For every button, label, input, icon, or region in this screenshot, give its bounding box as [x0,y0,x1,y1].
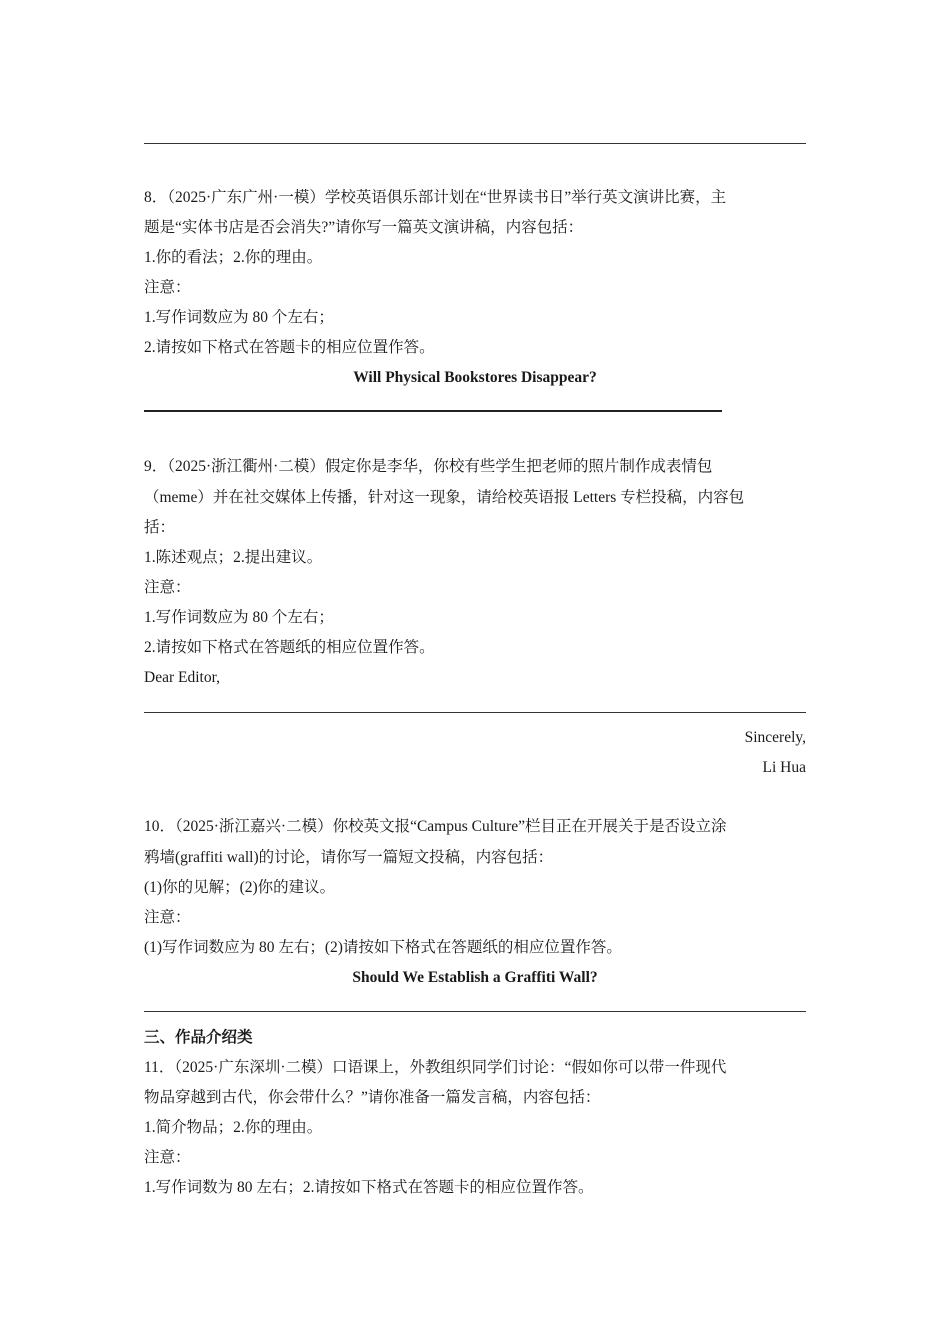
q11-content-points: 1.简介物品；2.你的理由。 [144,1119,323,1136]
q10-note-1: (1)写作词数应为 80 左右；(2)请按如下格式在答题纸的相应位置作答。 [144,939,622,956]
answer-line [144,1011,806,1012]
section-heading: 三、作品介绍类 [144,1029,253,1046]
answer-line [144,410,722,412]
q9-prompt-line-1: 9．（2025·浙江衢州·二模）假定你是李华，你校有些学生把老师的照片制作成表情包 [144,458,713,475]
q10-content-points: (1)你的见解；(2)你的建议。 [144,879,336,896]
q11-note-1: 1.写作词数为 80 左右；2.请按如下格式在答题卡的相应位置作答。 [144,1179,594,1196]
q8-note-2: 2.请按如下格式在答题卡的相应位置作答。 [144,339,435,356]
q11-prompt-line-1: 11．（2025·广东深圳·二模）口语课上，外教组织同学们讨论：“假如你可以带一件现代 [144,1059,727,1076]
q9-letter-signature: Li Hua [762,759,806,776]
q8-note-label: 注意： [144,279,191,296]
q10-prompt-line-1: 10．（2025·浙江嘉兴·二模）你校英文报“Campus Culture”栏目正在开展关于是否设立涂 [144,818,727,835]
q10-note-label: 注意： [144,909,191,926]
q11-note-label: 注意： [144,1149,191,1166]
q9-letter-closing: Sincerely, [744,729,806,746]
answer-line [144,712,806,713]
q9-prompt-line-2: （meme）并在社交媒体上传播，针对这一现象，请给校英语报 Letters 专栏投稿，内容包 [144,489,745,506]
answer-line [144,143,806,144]
q9-letter-greeting: Dear Editor, [144,669,220,686]
q8-note-1: 1.写作词数应为 80 个左右； [144,309,334,326]
q8-essay-title: Will Physical Bookstores Disappear? [353,369,597,386]
q9-note-label: 注意： [144,579,191,596]
q8-content-points: 1.你的看法；2.你的理由。 [144,249,323,266]
q8-prompt-line-2: 题是“实体书店是否会消失?”请你写一篇英文演讲稿，内容包括： [144,219,584,236]
q9-note-1: 1.写作词数应为 80 个左右； [144,609,334,626]
q11-prompt-line-2: 物品穿越到古代，你会带什么？”请你准备一篇发言稿，内容包括： [144,1089,601,1106]
q10-prompt-line-2: 鸦墙(graffiti wall)的讨论，请你写一篇短文投稿，内容包括： [144,849,554,866]
q9-prompt-line-3: 括： [144,519,176,536]
q10-essay-title: Should We Establish a Graffiti Wall? [352,969,598,986]
q9-content-points: 1.陈述观点；2.提出建议。 [144,549,323,566]
q9-note-2: 2.请按如下格式在答题纸的相应位置作答。 [144,639,435,656]
q8-prompt-line-1: 8．（2025·广东广州·一模）学校英语俱乐部计划在“世界读书日”举行英文演讲比赛，主 [144,189,727,206]
